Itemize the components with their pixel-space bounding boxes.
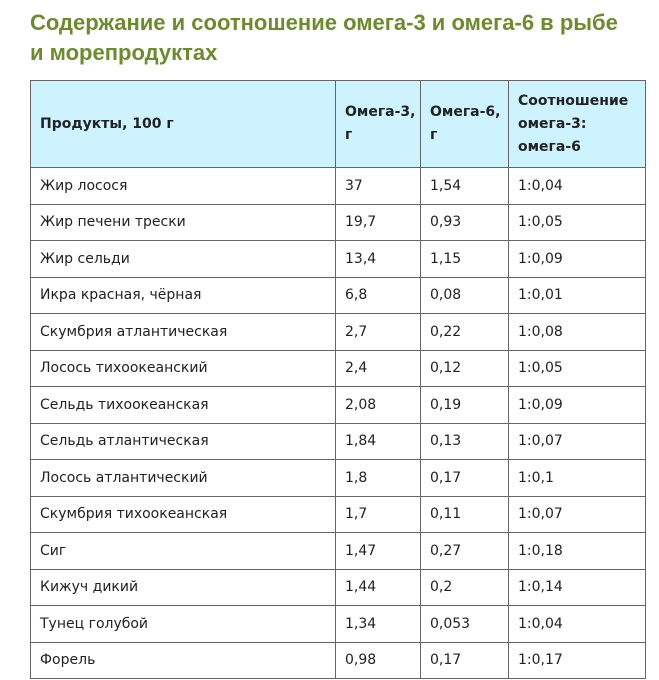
product-cell: Тунец голубой (31, 606, 336, 643)
table-body (31, 168, 646, 679)
product-cell: Сиг (31, 533, 336, 570)
ratio-cell: 1:0,07 (509, 423, 646, 460)
ratio-cell: 1:0,01 (509, 277, 646, 314)
table-row (31, 496, 646, 533)
omega-3-cell: 2,7 (336, 314, 421, 351)
omega-6-cell: 0,11 (421, 496, 509, 533)
ratio-cell: 1:0,08 (509, 314, 646, 351)
omega-3-cell: 1,7 (336, 496, 421, 533)
omega-3-cell: 37 (336, 168, 421, 205)
omega-table (30, 80, 646, 679)
omega-6-cell: 0,19 (421, 387, 509, 424)
table-header-row (31, 81, 646, 168)
table-row (31, 241, 646, 278)
omega-3-cell: 13,4 (336, 241, 421, 278)
header-products: Продукты, 100 г (31, 81, 336, 168)
table-row (31, 460, 646, 497)
table-row (31, 314, 646, 351)
table-row (31, 387, 646, 424)
ratio-cell: 1:0,09 (509, 387, 646, 424)
product-cell: Форель (31, 642, 336, 679)
page-title: Содержание и соотношение омега-3 и омега-6 в рыбе и морепродуктах (30, 10, 618, 65)
table-row (31, 606, 646, 643)
header-ratio: Соотношение омега-3: омега-6 (509, 81, 646, 168)
omega-3-cell: 19,7 (336, 204, 421, 241)
omega-6-cell: 1,15 (421, 241, 509, 278)
product-cell: Кижуч дикий (31, 569, 336, 606)
omega-3-cell: 1,44 (336, 569, 421, 606)
omega-6-cell: 0,93 (421, 204, 509, 241)
omega-6-cell: 0,27 (421, 533, 509, 570)
omega-3-cell: 2,08 (336, 387, 421, 424)
omega-3-cell: 1,34 (336, 606, 421, 643)
ratio-cell: 1:0,04 (509, 606, 646, 643)
omega-6-cell: 0,12 (421, 350, 509, 387)
product-cell: Сельдь тихоокеанская (31, 387, 336, 424)
product-cell: Лосось атлантический (31, 460, 336, 497)
omega-6-cell: 0,22 (421, 314, 509, 351)
omega-3-cell: 6,8 (336, 277, 421, 314)
product-cell: Скумбрия тихоокеанская (31, 496, 336, 533)
omega-3-cell: 2,4 (336, 350, 421, 387)
product-cell: Сельдь атлантическая (31, 423, 336, 460)
ratio-cell: 1:0,14 (509, 569, 646, 606)
omega-6-cell: 0,2 (421, 569, 509, 606)
product-cell: Икра красная, чёрная (31, 277, 336, 314)
table-row (31, 204, 646, 241)
header-omega-6: Омега-6, г (421, 81, 509, 168)
ratio-cell: 1:0,1 (509, 460, 646, 497)
table-row (31, 423, 646, 460)
ratio-cell: 1:0,18 (509, 533, 646, 570)
omega-6-cell: 0,17 (421, 460, 509, 497)
omega-3-cell: 1,8 (336, 460, 421, 497)
omega-3-cell: 1,84 (336, 423, 421, 460)
table-row (31, 168, 646, 205)
omega-3-cell: 1,47 (336, 533, 421, 570)
product-cell: Жир лосося (31, 168, 336, 205)
table-row (31, 277, 646, 314)
ratio-cell: 1:0,17 (509, 642, 646, 679)
header-omega-3: Омега-3, г (336, 81, 421, 168)
omega-6-cell: 1,54 (421, 168, 509, 205)
ratio-cell: 1:0,05 (509, 350, 646, 387)
product-cell: Жир печени трески (31, 204, 336, 241)
ratio-cell: 1:0,09 (509, 241, 646, 278)
ratio-cell: 1:0,05 (509, 204, 646, 241)
table-row (31, 569, 646, 606)
product-cell: Скумбрия атлантическая (31, 314, 336, 351)
ratio-cell: 1:0,04 (509, 168, 646, 205)
product-cell: Жир сельди (31, 241, 336, 278)
table-row (31, 642, 646, 679)
table-row (31, 533, 646, 570)
omega-6-cell: 0,053 (421, 606, 509, 643)
product-cell: Лосось тихоокеанский (31, 350, 336, 387)
omega-6-cell: 0,13 (421, 423, 509, 460)
omega-6-cell: 0,08 (421, 277, 509, 314)
omega-6-cell: 0,17 (421, 642, 509, 679)
omega-3-cell: 0,98 (336, 642, 421, 679)
ratio-cell: 1:0,07 (509, 496, 646, 533)
table-row (31, 350, 646, 387)
